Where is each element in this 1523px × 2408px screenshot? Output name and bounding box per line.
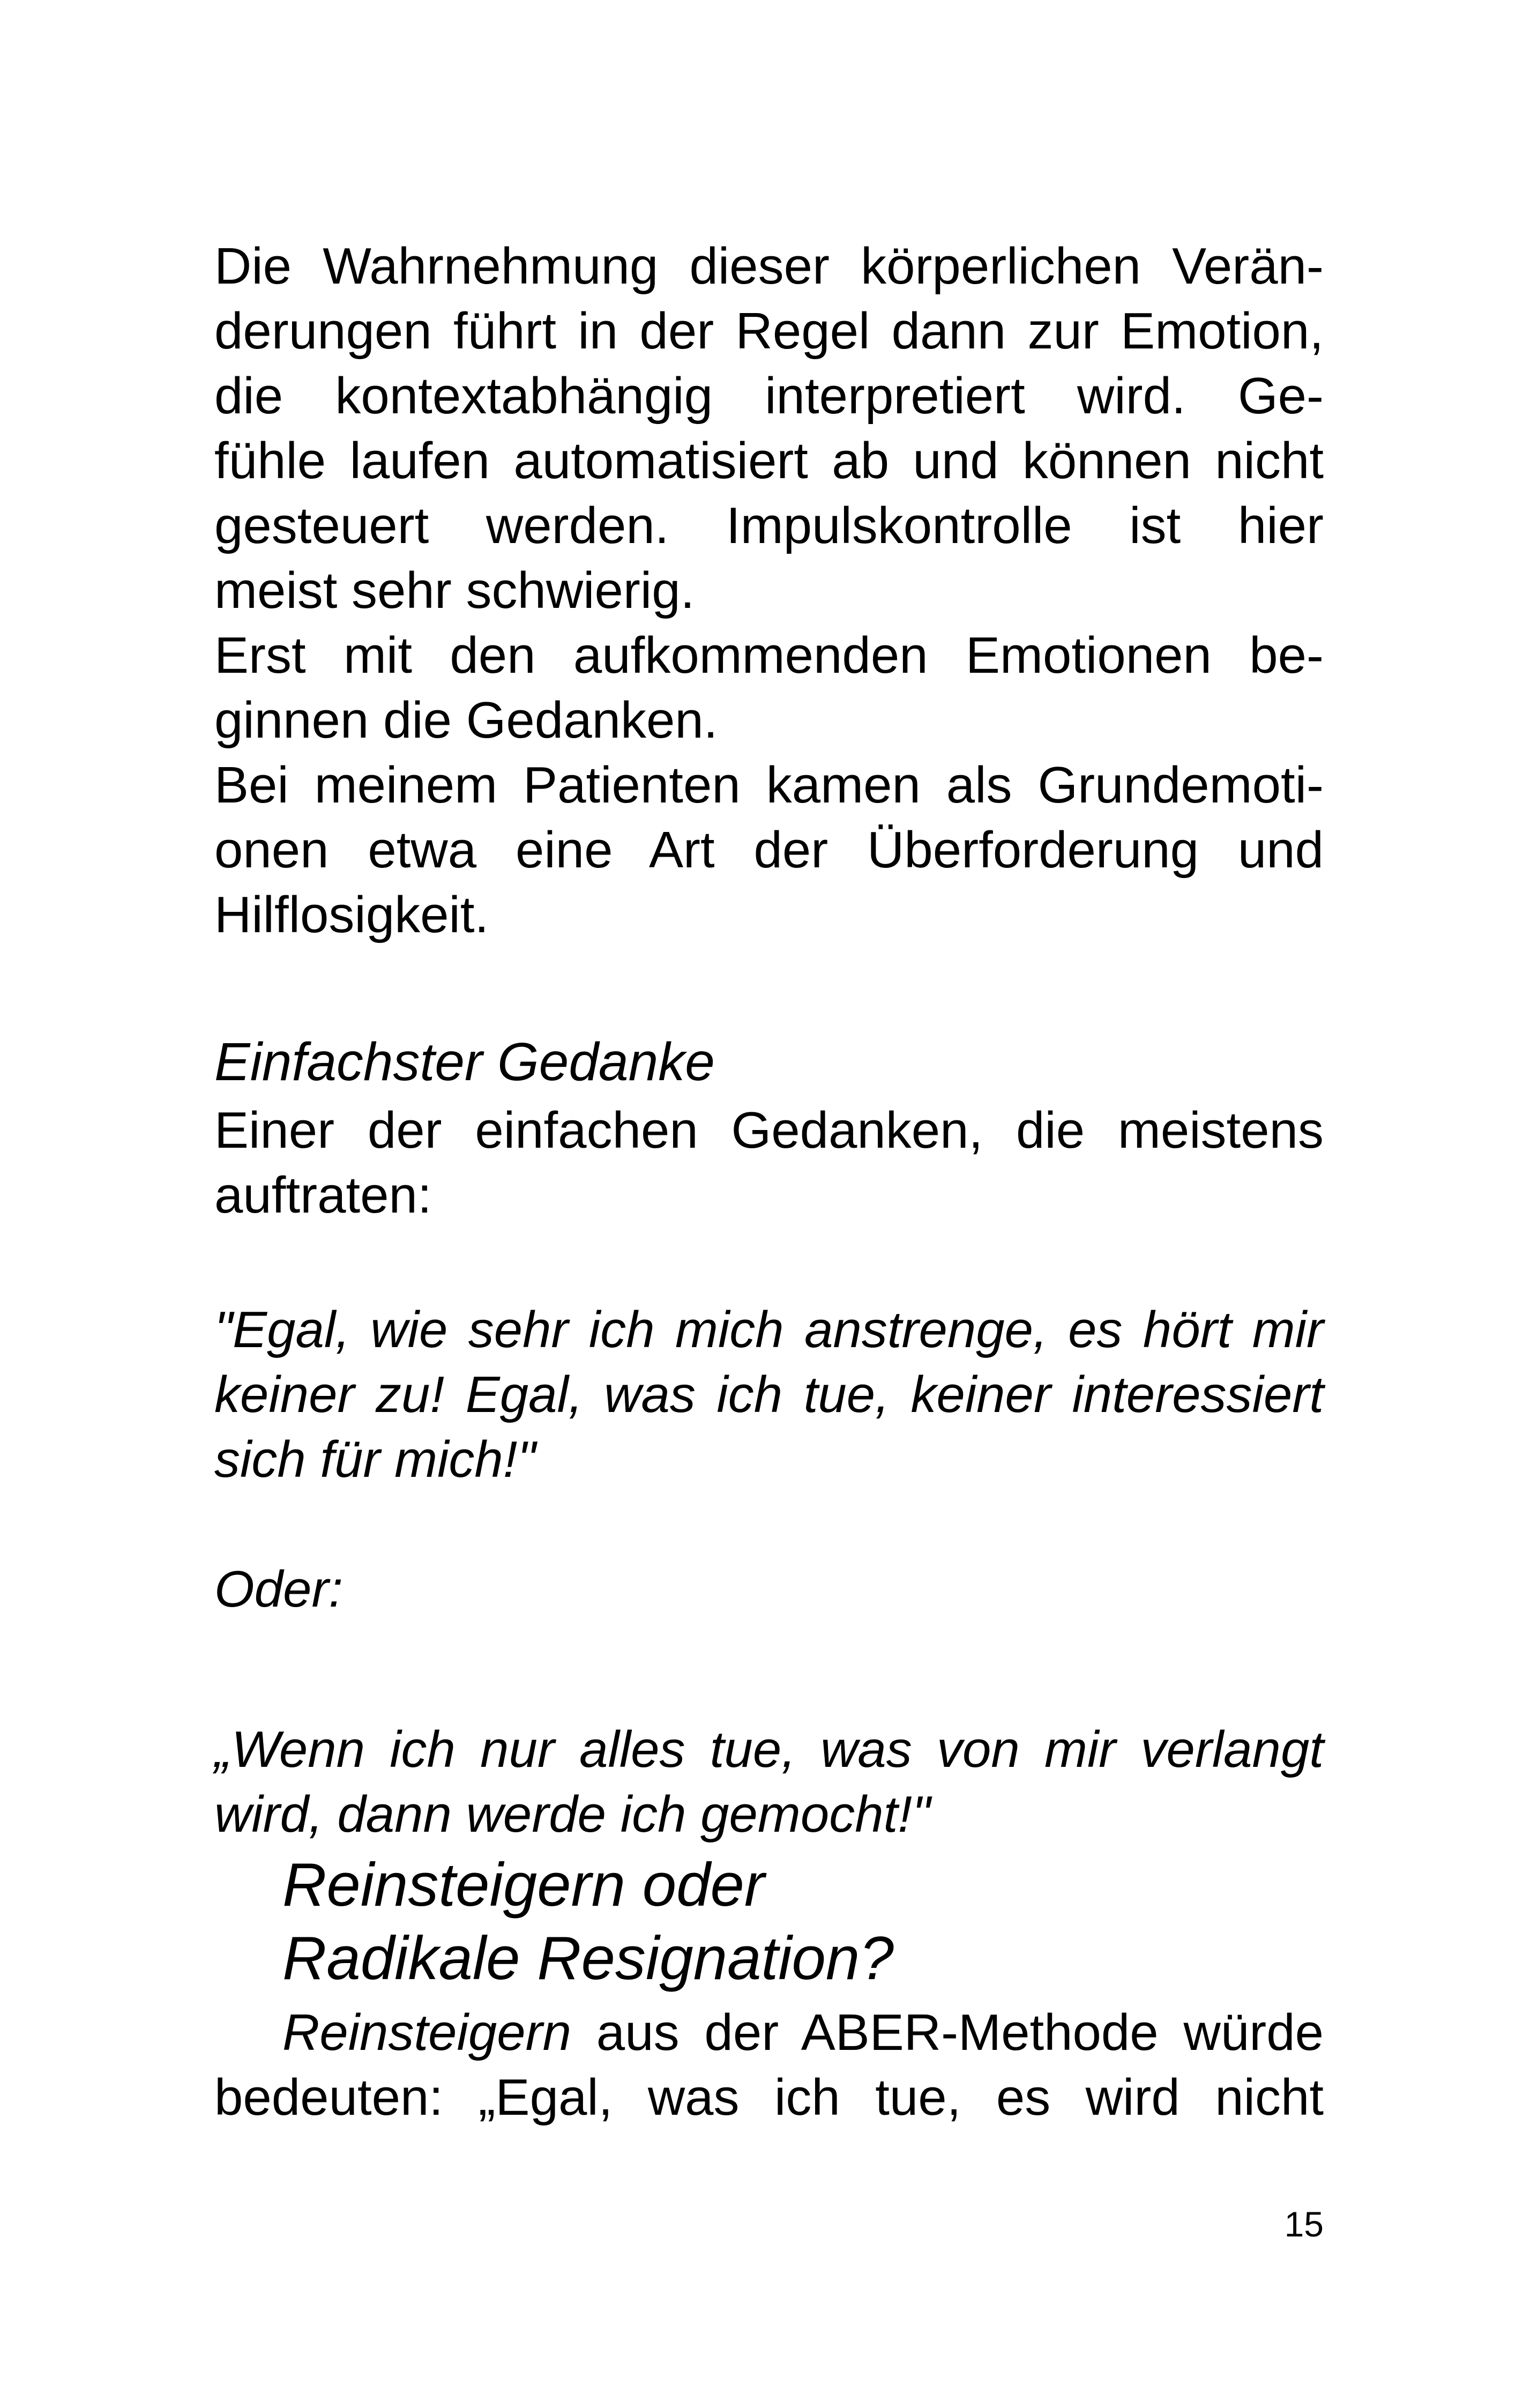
text-line: sich für mich!": [214, 1431, 536, 1488]
text-line: onen etwa eine Art der Überforderung und: [214, 821, 1324, 879]
section-heading-einfachster-gedanke: [214, 1026, 1324, 1098]
paragraph-3: [214, 753, 1324, 947]
text-line: Hilflosigkeit.: [214, 886, 489, 943]
paragraph-1: [214, 234, 1324, 623]
text-column: [214, 234, 1324, 2244]
text-line: die kontextabhängig interpretiert wird. Ge-: [214, 367, 1324, 425]
paragraph-7-quote: [214, 1717, 1324, 1847]
text-line: Einer der einfachen Gedanken, die meistens: [214, 1102, 1324, 1159]
text-line: fühle laufen automatisiert ab und können nicht: [214, 432, 1324, 489]
text-line: [214, 2000, 1324, 2065]
text-line: „Wenn ich nur alles tue, was von mir verlangt: [214, 1721, 1324, 1778]
text-line: auftraten:: [214, 1166, 432, 1224]
text-line: ginnen die Gedanken.: [214, 692, 718, 749]
text-line: Bei meinem Patienten kamen als Grundemoti-: [214, 756, 1324, 814]
text-line: derungen führt in der Regel dann zur Emotion,: [214, 302, 1324, 360]
text-line: keiner zu! Egal, was ich tue, keiner interessiert: [214, 1366, 1324, 1423]
text-line: wird, dann werde ich gemocht!": [214, 1786, 931, 1843]
paragraph-8: [214, 2000, 1324, 2130]
paragraph-2: [214, 623, 1324, 753]
text-line: Einfachster Gedanke: [214, 1032, 715, 1092]
text-line: bedeuten: „Egal, was ich tue, es wird nicht: [214, 2069, 1324, 2126]
paragraph-4: [214, 1098, 1324, 1228]
emphasized-text: Reinsteigern: [282, 2004, 571, 2061]
text-line: Erst mit den aufkommenden Emotionen be-: [214, 627, 1324, 684]
section-heading-reinsteigern: [282, 1848, 1324, 1995]
text-line: Die Wahrnehmung dieser körperlichen Verän-: [214, 237, 1324, 295]
plain-text: aus der ABER-Methode würde: [571, 2004, 1324, 2061]
page-number: 15: [1284, 2204, 1324, 2244]
text-line: meist sehr schwierig.: [214, 562, 695, 619]
text-line: gesteuert werden. Impulskontrolle ist hier: [214, 497, 1324, 554]
paragraph-6-oder: [214, 1557, 1324, 1622]
text-line: Reinsteigern oder: [282, 1851, 765, 1919]
paragraph-5-quote: [214, 1297, 1324, 1492]
text-line: Radikale Resignation?: [282, 1924, 894, 1993]
text-line: Oder:: [214, 1560, 344, 1618]
text-line: "Egal, wie sehr ich mich anstrenge, es hört mir: [214, 1301, 1324, 1358]
